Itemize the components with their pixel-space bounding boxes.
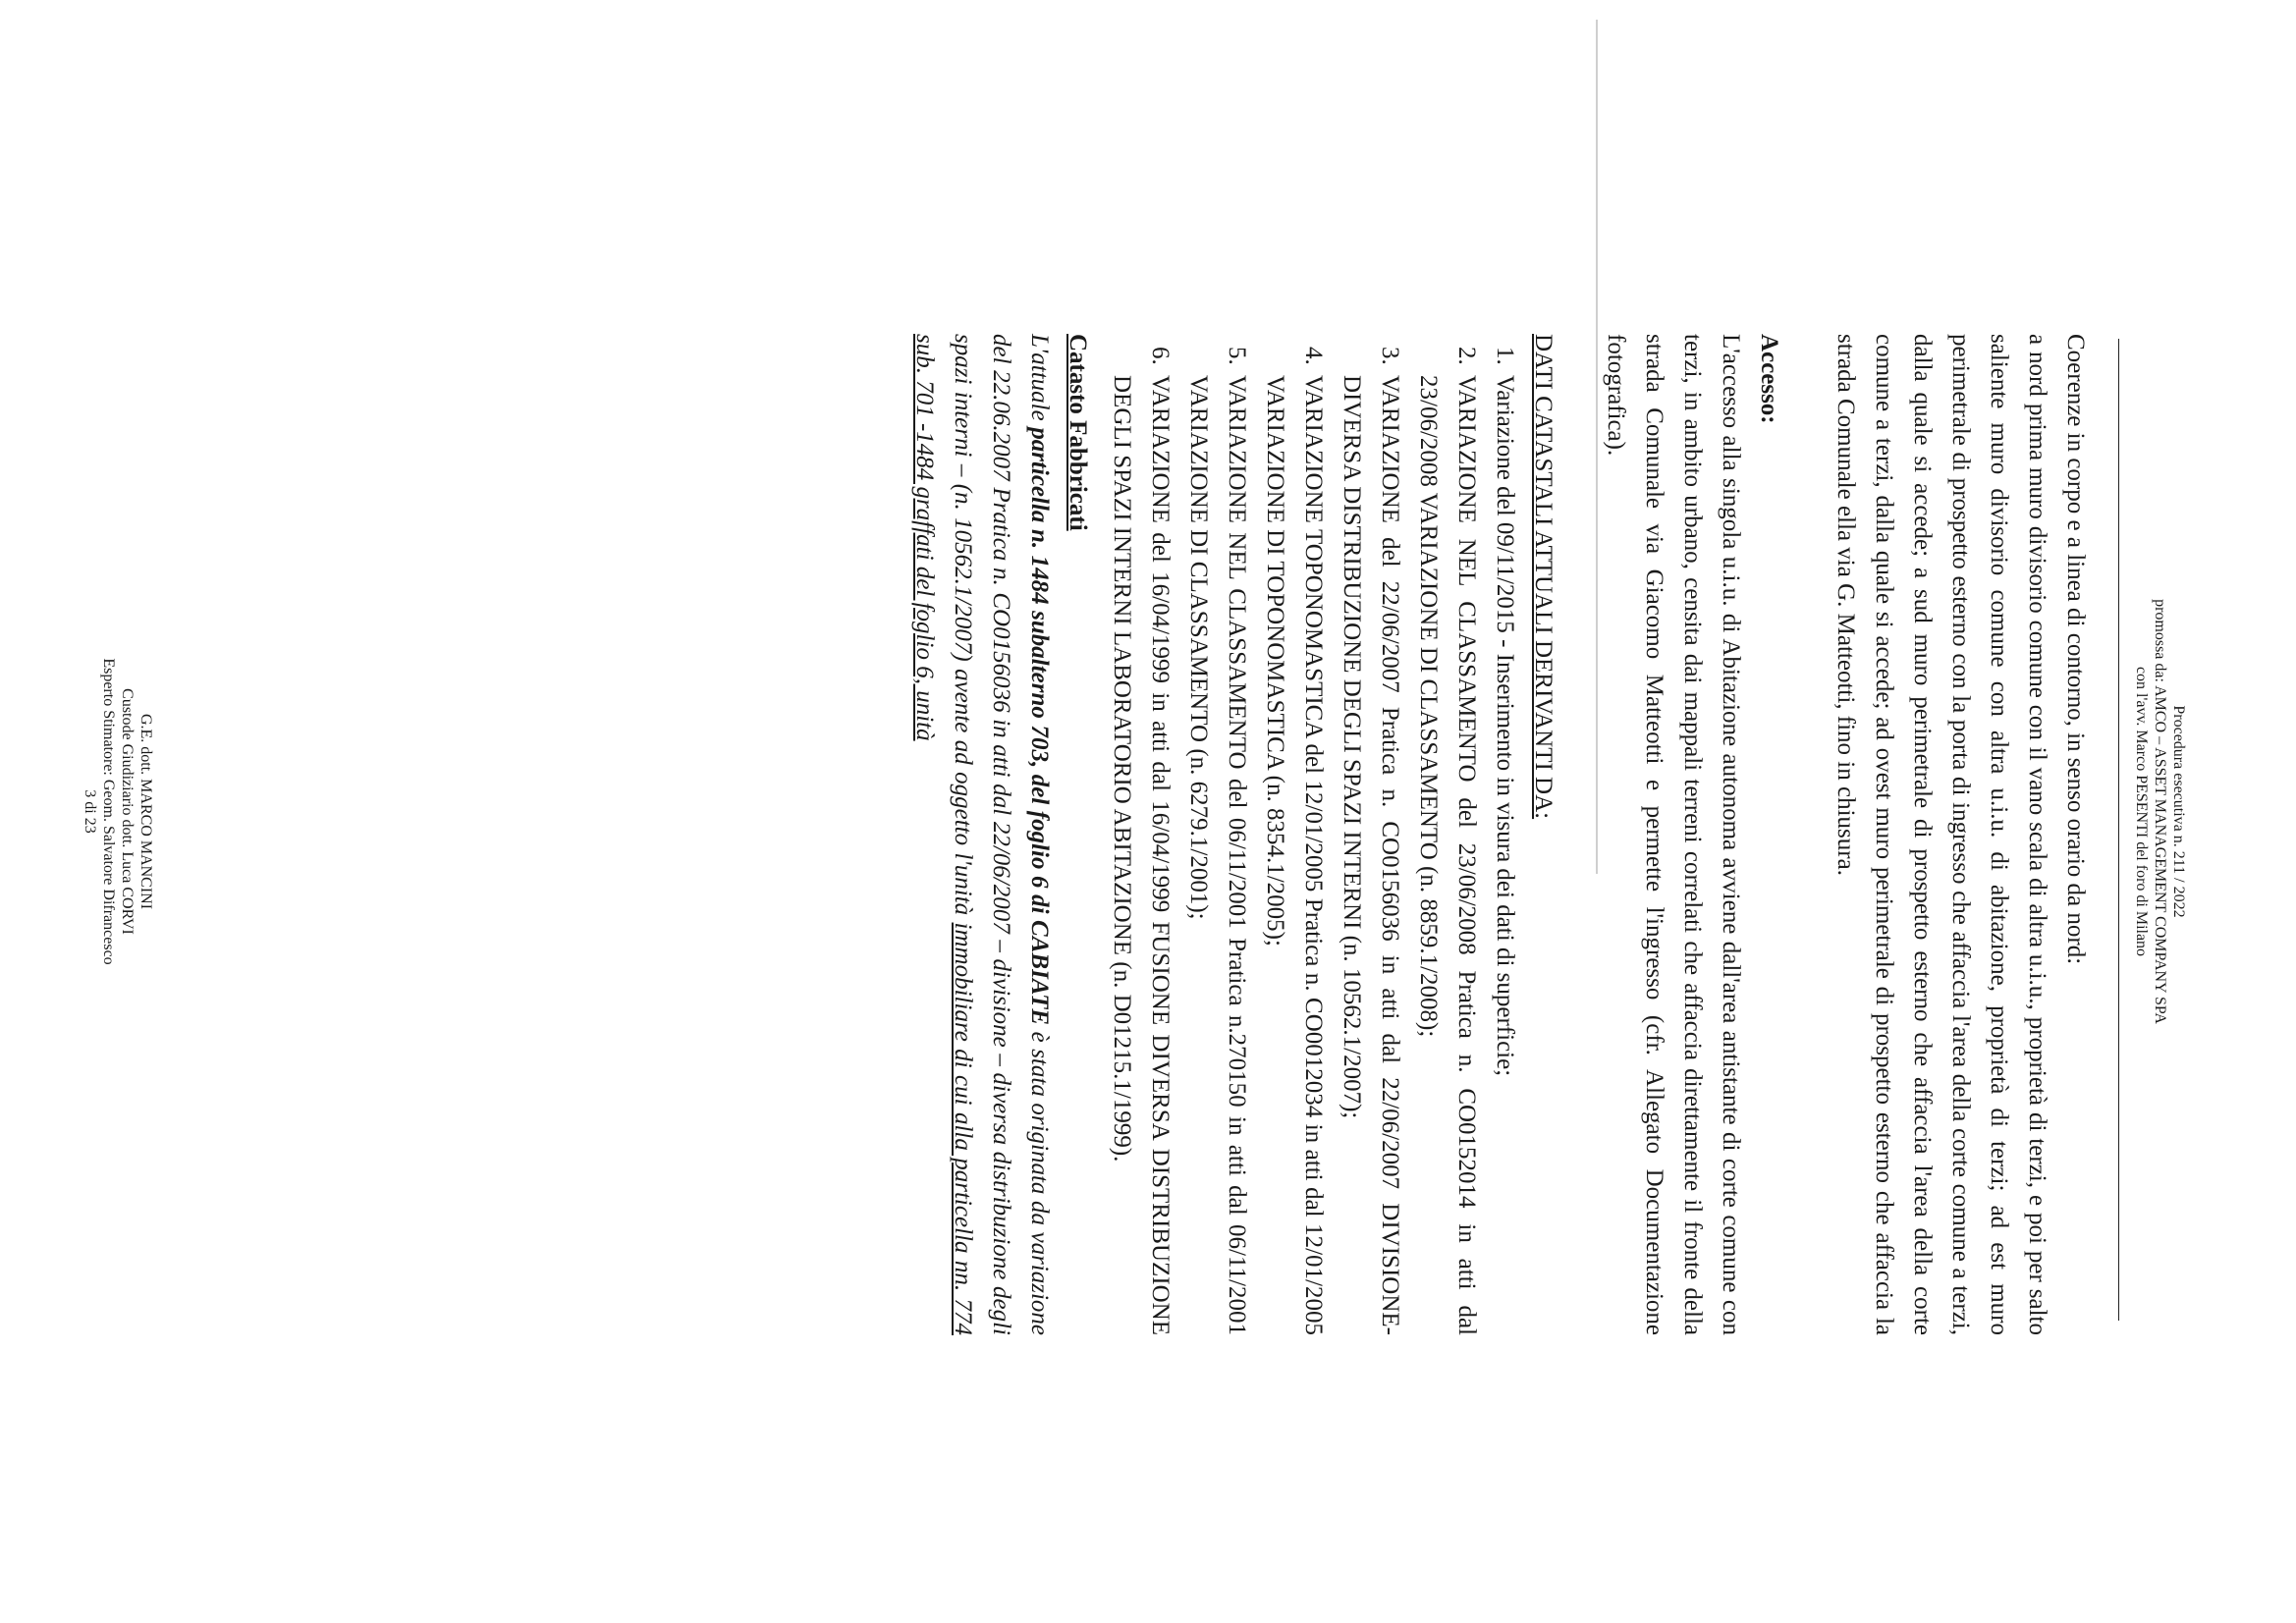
list-item: 2. VARIAZIONE NEL CLASSAMENTO del 23/06/2008 Pratica n. CO0152014 in atti dal 23/06/2008 VARIAZIONE DI CLASSAMENTO (n. 8859.1/2008); <box>1409 371 1486 1335</box>
accesso-heading: Accesso: <box>1756 334 1782 424</box>
catasto-fabbricati-heading: Catasto Fabbricati <box>1065 334 1091 531</box>
list-item: 3. VARIAZIONE del 22/06/2007 Pratica n. CO0156036 in atti dal 22/06/2007 DIVISIONE-DIVERSA DISTRIBUZIONE DEGLI SPAZI INTERNI (n. 10562.1/2007); <box>1333 371 1409 1335</box>
footer-judge: G.E. dott. MARCO MANCINI <box>137 713 154 910</box>
list-item: 1. Variazione del 09/11/2015 - Inserimento in visura dei dati di superficie; <box>1486 371 1524 1335</box>
catasto-fabbricati-text <box>905 334 1059 1335</box>
document-header <box>2132 0 2188 1623</box>
document-body <box>905 334 2095 1335</box>
coerenze-text: a nord prima muro divisorio comune con il vano scala di altra u.i.u., proprietà di terzi, e poi per salto saliente muro divisorio comune con altra u.i.u. di abitazione, proprietà di terzi; ad est muro perimetrale di prospetto esterno con la porta di ingresso che affaccia l'area della corte comune a terzi, dalla quale si accede; a sud muro perimetrale di prospetto esterno che affaccia l'area della corte comune a terzi, dalla quale si accede; ad ovest muro perimetrale di prospetto esterno che affaccia la strada Comunale ella via G. Matteotti, fino in chiusura. <box>1832 334 2050 1335</box>
list-item: 4. VARIAZIONE TOPONOMASTICA del 12/01/2005 Pratica n. CO0012034 in atti dal 12/01/2005 VARIAZIONE DI TOPONOMASTICA (n. 8354.1/2005); <box>1256 371 1333 1335</box>
footer-custodian: Custode Giudiziario dott. Luca CORVI <box>119 688 136 935</box>
variations-list <box>1103 334 1524 1335</box>
page-number: 3 di 23 <box>82 789 98 834</box>
dati-catastali-heading: DATI CATASTALI ATTUALI DERIVANTI DA: <box>1530 334 1557 820</box>
header-lawyer: con l'avv. Marco PESENTI del foro di Milano <box>2133 666 2150 957</box>
header-divider <box>2118 339 2119 1321</box>
catasto-text-underlined: immobiliare di cui alla particella nn. 774 sub. 701 -1484 graffati del foglio 6, unità <box>911 334 976 1335</box>
catasto-text-part2: è stata originata da variazione del 22.06.2007 Pratica n. CO0156036 in atti dal 22/06/2007 – divisione – diversa distribuzione degli spazi interni – (n. 10562.1/2007) avente ad oggetto l'unità <box>950 334 1053 1336</box>
list-item: 6. VARIAZIONE del 16/04/1999 in atti dal 16/04/1999 FUSIONE DIVERSA DISTRIBUZIONE DEGLI SPAZI INTERNI LABORATORIO ABITAZIONE (n. D01215.1/1999). <box>1103 371 1179 1335</box>
list-item: 5. VARIAZIONE NEL CLASSAMENTO del 06/11/2001 Pratica n.270150 in atti dal 06/11/2001 VARIAZIONE DI CLASSAMENTO (n. 6279.1/2001); <box>1179 371 1256 1335</box>
coerenze-intro: Coerenze in corpo e a linea di contorno, in senso orario da nord: <box>2062 334 2089 965</box>
header-procedure: Procedura esecutiva n. 211 / 2022 <box>2170 705 2187 918</box>
particella-reference: particella n. 1484 subalterno 703, del foglio 6 di CABIATE <box>1026 427 1053 1026</box>
header-promoter: promossa da: AMCO – ASSET MANAGEMENT COMPANY SPA <box>2152 599 2168 1024</box>
document-footer <box>81 0 155 1623</box>
footer-expert: Esperto Stimatore: Geom. Salvatore Difrancesco <box>100 658 117 965</box>
accesso-text: L'accesso alla singola u.i.u. di Abitazione autonoma avviene dall'area antistante di corte comune con terzi, in ambito urbano, censita dai mappali terreni correlati che affaccia direttamente il fronte della strada Comunale via Giacomo Matteotti e permette l'ingresso (cfr. Allegato Documentazione fotografica). <box>1603 334 1744 1335</box>
catasto-text-part1: L'attuale <box>1026 334 1053 428</box>
